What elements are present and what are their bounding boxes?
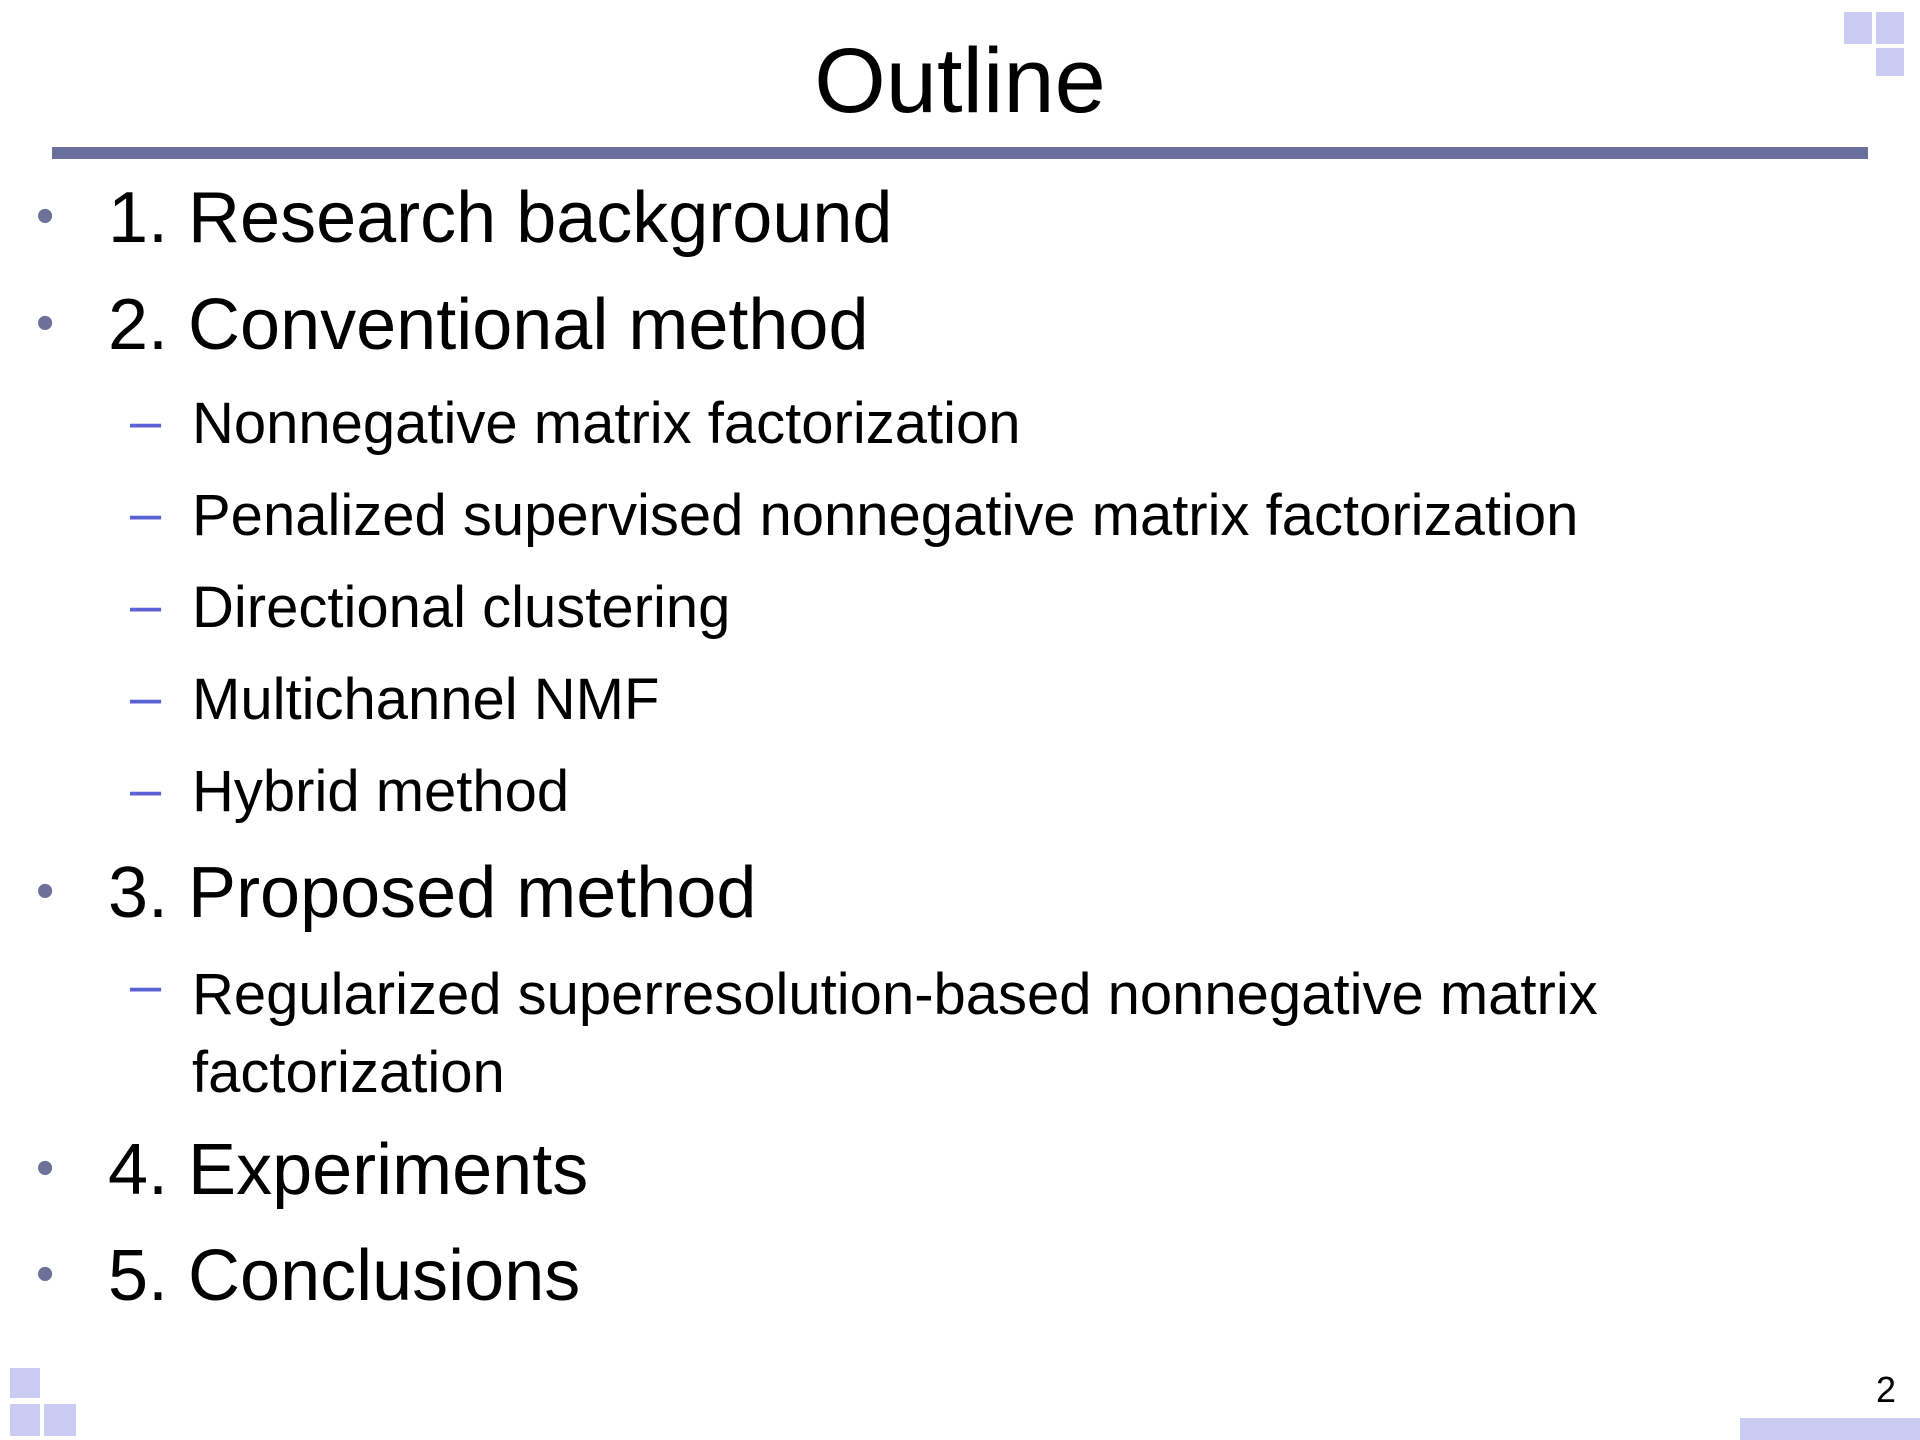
outline-item-label: 3. Proposed method [108,853,757,933]
corner-squares-bottom-left [0,1364,80,1440]
dash-marker: – [130,665,162,728]
bullet-marker: • [36,187,55,245]
title-underline [52,147,1868,159]
bullet-marker: • [36,862,55,920]
dash-marker: – [130,953,162,1016]
dash-marker: – [130,389,162,452]
outline-subitem-label: Penalized supervised nonnegative matrix factorization [192,483,1579,548]
outline-item-label: 2. Conventional method [108,285,869,365]
slide-title: Outline [814,30,1106,132]
outline-subitem-label: Hybrid method [192,759,570,824]
bullet-marker: • [36,1245,55,1303]
dash-marker: – [130,573,162,636]
outline-item-label: 4. Experiments [108,1130,589,1210]
bullet-marker: • [36,294,55,352]
outline-subitem-label: Regularized superresolution-based nonnegative matrix factorization [192,962,1598,1105]
bullet-marker: • [36,1139,55,1197]
dash-marker: – [130,481,162,544]
outline-subitem-label: Multichannel NMF [192,667,660,732]
outline-subitem-label: Nonnegative matrix factorization [192,391,1021,456]
dash-marker: – [130,757,162,820]
page-number: 2 [1875,1369,1896,1410]
corner-bar-bottom-right [1740,1418,1920,1440]
outline-item-label: 1. Research background [108,178,893,258]
outline-item-label: 5. Conclusions [108,1236,581,1316]
outline-subitem-label: Directional clustering [192,575,731,640]
